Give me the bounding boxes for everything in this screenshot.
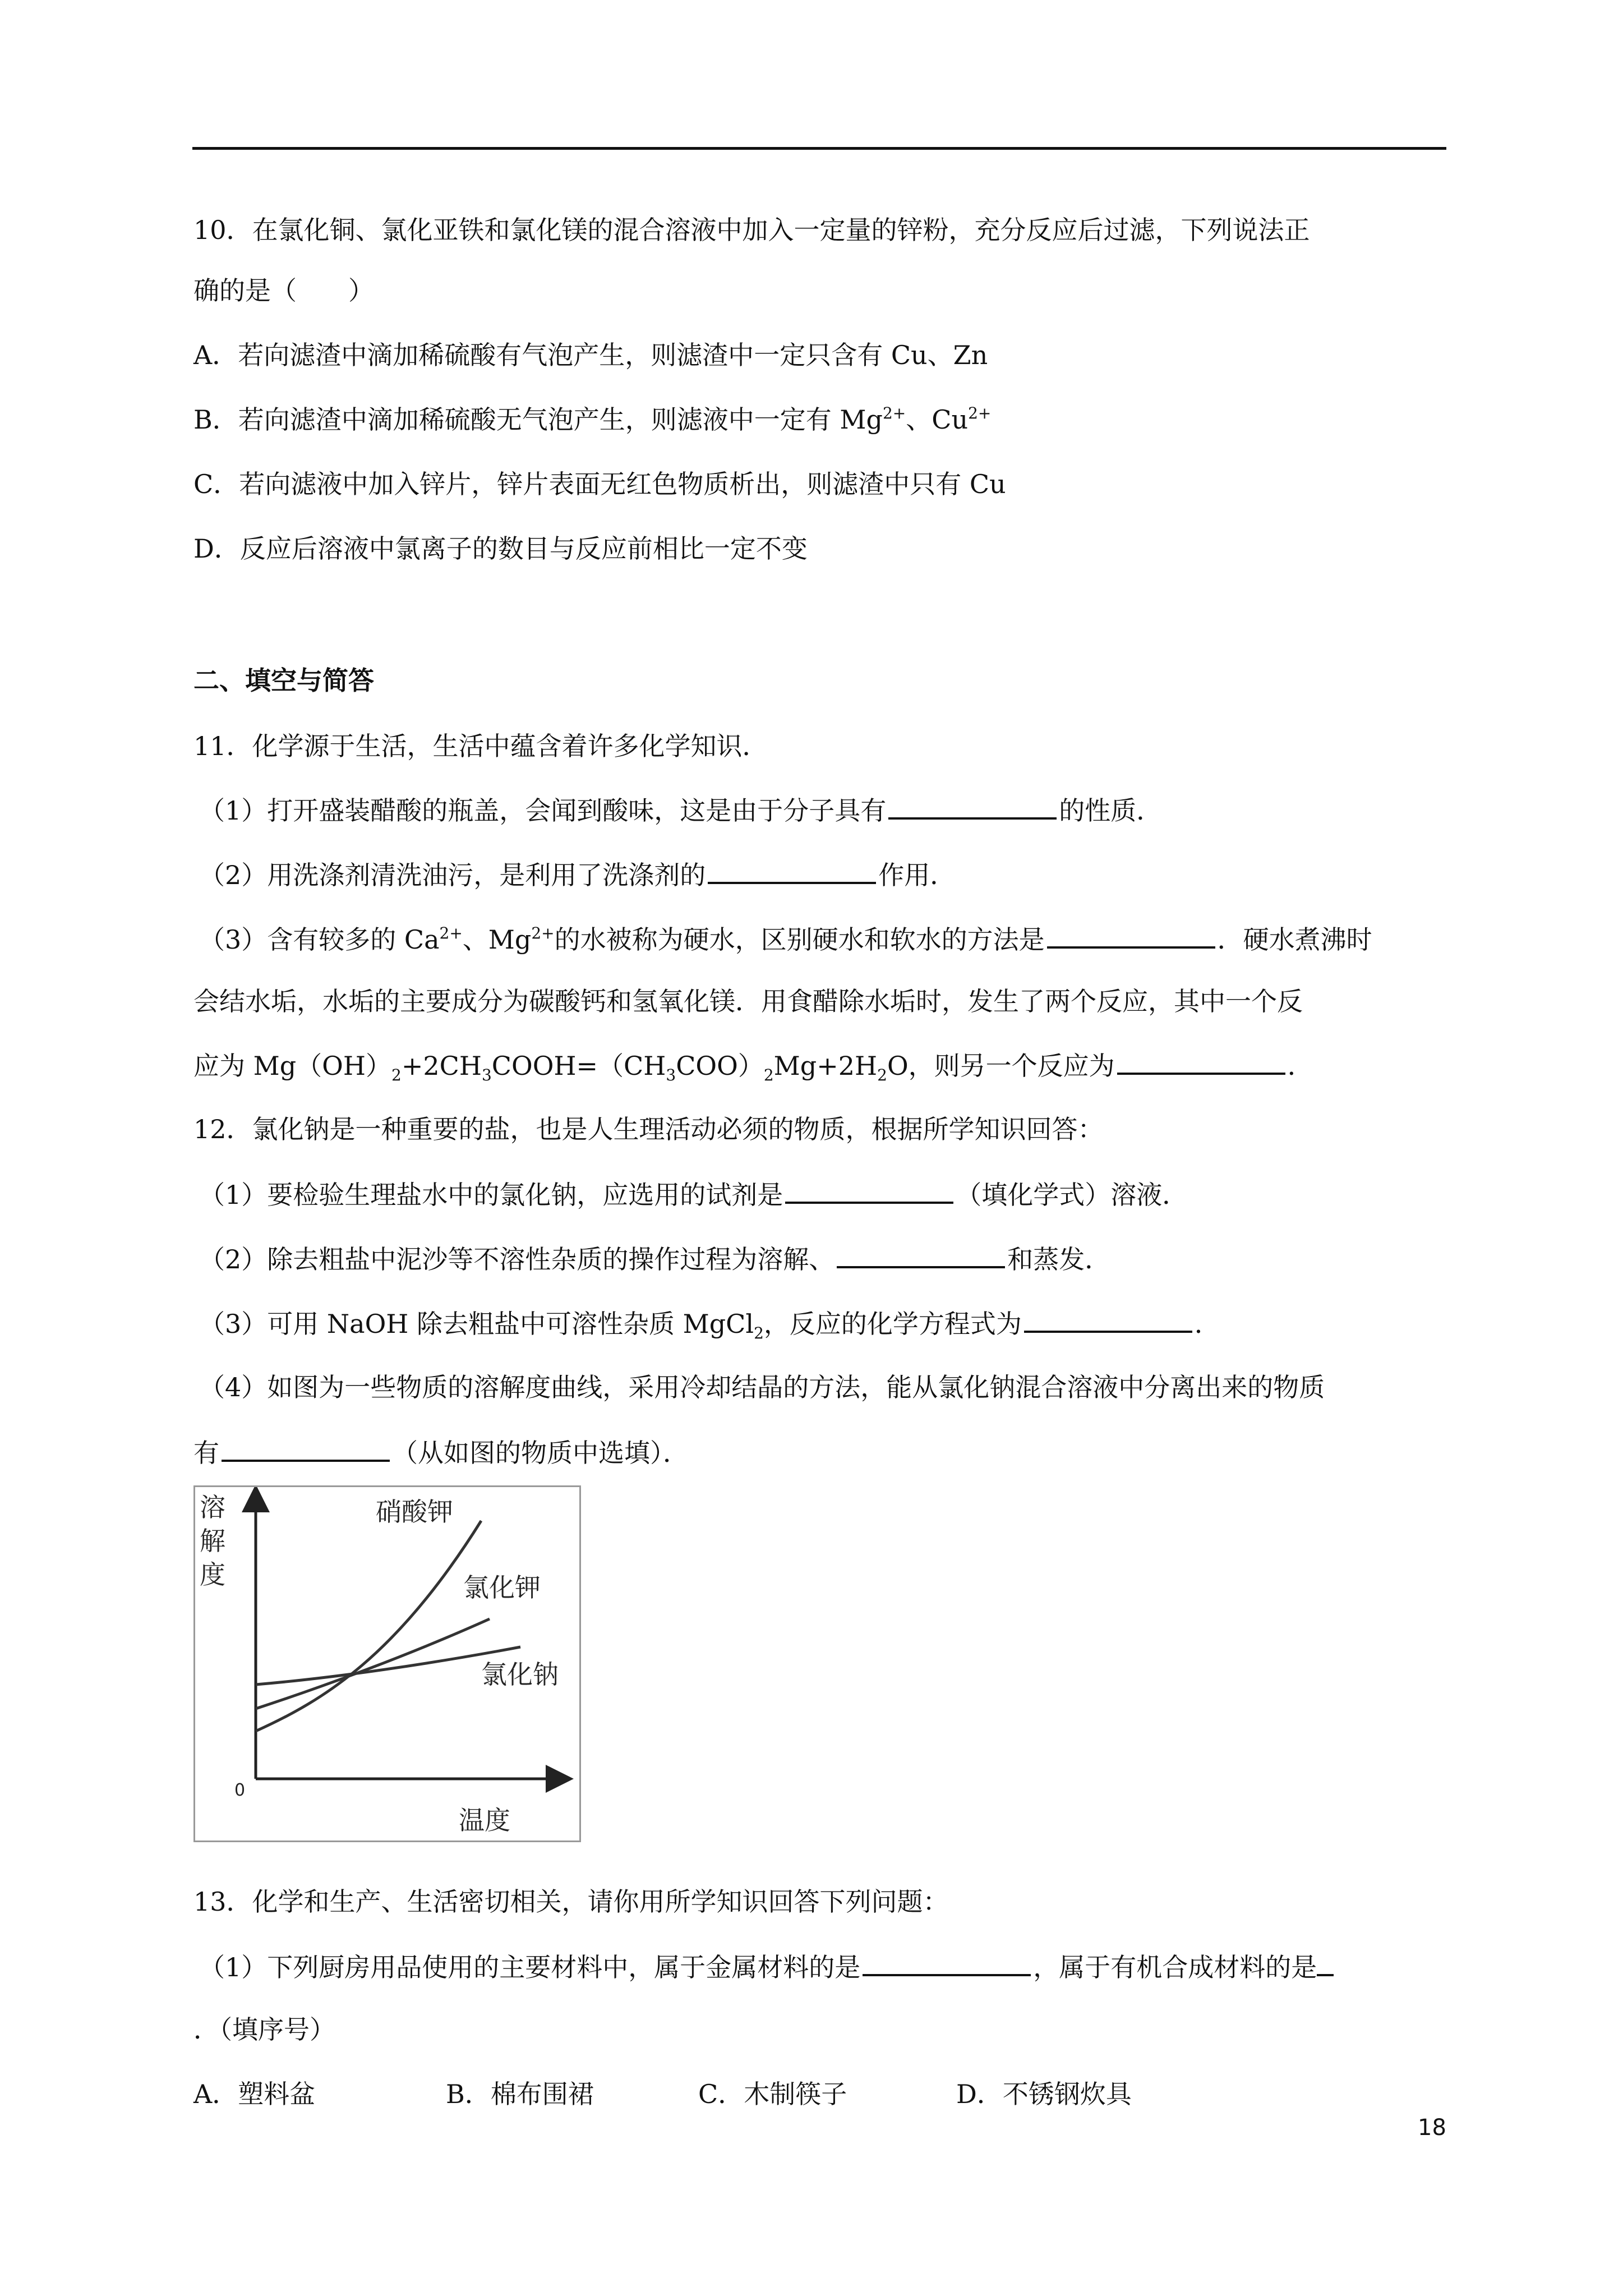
curve-potassium-chloride	[256, 1619, 490, 1709]
x-axis-label: 温度	[459, 1805, 510, 1835]
q11-stem: 11．化学源于生活，生活中蕴含着许多化学知识．	[193, 731, 768, 761]
q12-part-4-cont: 有 （从如图的物质中选填）．	[193, 1435, 689, 1470]
q10-option-c: C．若向滤液中加入锌片，锌片表面无红色物质析出，则滤渣中只有 Cu	[193, 469, 1006, 499]
q10-stem-cont: 确的是（ ）	[193, 275, 374, 306]
answer-blank[interactable]	[888, 793, 1057, 820]
y-axis-label-1: 溶	[200, 1492, 225, 1522]
answer-blank[interactable]	[1047, 922, 1215, 949]
origin-label: 0	[234, 1780, 246, 1800]
q13-part-1-cont: ．（填序号）	[193, 2014, 335, 2045]
label-sodium-chloride: 氯化钠	[481, 1659, 559, 1690]
q12-part-3: （3）可用 NaOH 除去粗盐中可溶性杂质 MgCl$_2$，反应的化学方程式为 ．	[199, 1306, 1220, 1341]
solubility-figure	[193, 1485, 581, 1842]
q11-part-3: （3）含有较多的 $Ca^{2+}$、$Mg^{2+}$的水被称为硬水，区别硬水和软水的方法是 ．硬水煮沸时	[199, 922, 1372, 956]
solubility-diagram	[195, 1487, 579, 1841]
q13-option-c: C．木制筷子	[698, 2079, 847, 2109]
answer-blank[interactable]	[708, 857, 876, 884]
q12-part-1: （1）要检验生理盐水中的氯化钠，应选用的试剂是 （填化学式）溶液．	[199, 1177, 1188, 1212]
header-rule	[192, 147, 1446, 150]
y-axis-label-3: 度	[200, 1559, 225, 1590]
section-title: 二、填空与简答	[193, 665, 374, 696]
answer-blank[interactable]	[222, 1435, 390, 1462]
q12-part-4: （4）如图为一些物质的溶解度曲线，采用冷却结晶的方法，能从氯化钠混合溶液中分离出来的物质	[199, 1372, 1325, 1402]
q11-part-2: （2）用洗涤剂清洗油污，是利用了洗涤剂的 作用．	[199, 857, 956, 892]
q13-stem: 13．化学和生产、生活密切相关，请你用所学知识回答下列问题：	[193, 1887, 949, 1917]
answer-blank[interactable]	[837, 1241, 1005, 1268]
y-axis-label-2: 解	[200, 1526, 225, 1556]
q13-option-b: B．棉布围裙	[446, 2079, 594, 2109]
curve-potassium-nitrate	[256, 1521, 481, 1731]
answer-blank[interactable]	[863, 1949, 1031, 1976]
page-number: 18	[1418, 2115, 1446, 2141]
q13-part-1: （1）下列厨房用品使用的主要材料中，属于金属材料的是 ，属于有机合成材料的是	[199, 1949, 1334, 1984]
q12-stem: 12．氯化钠是一种重要的盐，也是人生理活动必须的物质，根据所学知识回答：	[193, 1114, 1104, 1144]
q10-option-b: B．若向滤渣中滴加稀硫酸无气泡产生，则滤液中一定有 $Mg^{2+}$、$Cu^{2+}$	[193, 404, 992, 435]
label-potassium-chloride: 氯化钾	[463, 1572, 541, 1603]
q11-part-1: （1）打开盛装醋酸的瓶盖，会闻到酸味，这是由于分子具有 的性质．	[199, 793, 1162, 827]
q10-option-d: D．反应后溶液中氯离子的数目与反应前相比一定不变	[193, 533, 808, 564]
q10-option-a: A．若向滤渣中滴加稀硫酸有气泡产生，则滤渣中一定只含有 Cu、Zn	[193, 340, 988, 370]
q13-option-d: D．不锈钢炊具	[956, 2079, 1132, 2109]
answer-blank[interactable]	[1317, 1949, 1334, 1976]
q13-options	[193, 2077, 1132, 2111]
q13-option-a: A．塑料盆	[193, 2079, 316, 2109]
answer-blank[interactable]	[1117, 1048, 1285, 1075]
answer-blank[interactable]	[1024, 1306, 1192, 1333]
q11-part-3-cont: 会结水垢，水垢的主要成分为碳酸钙和氢氧化镁．用食醋除水垢时，发生了两个反应，其中一个反	[193, 986, 1303, 1016]
label-potassium-nitrate: 硝酸钾	[376, 1497, 453, 1527]
q11-part-3-equation: 应为 $Mg(OH)_2+2CH_3COOH=(CH_3COO)_2Mg+2H_2O$，则另一个反应为 ．	[193, 1048, 1313, 1083]
q12-part-2: （2）除去粗盐中泥沙等不溶性杂质的操作过程为溶解、 和蒸发．	[199, 1241, 1110, 1276]
q10-stem: 10．在氯化铜、氯化亚铁和氯化镁的混合溶液中加入一定量的锌粉，充分反应后过滤，下列说法正	[193, 215, 1310, 245]
answer-blank[interactable]	[785, 1177, 953, 1204]
